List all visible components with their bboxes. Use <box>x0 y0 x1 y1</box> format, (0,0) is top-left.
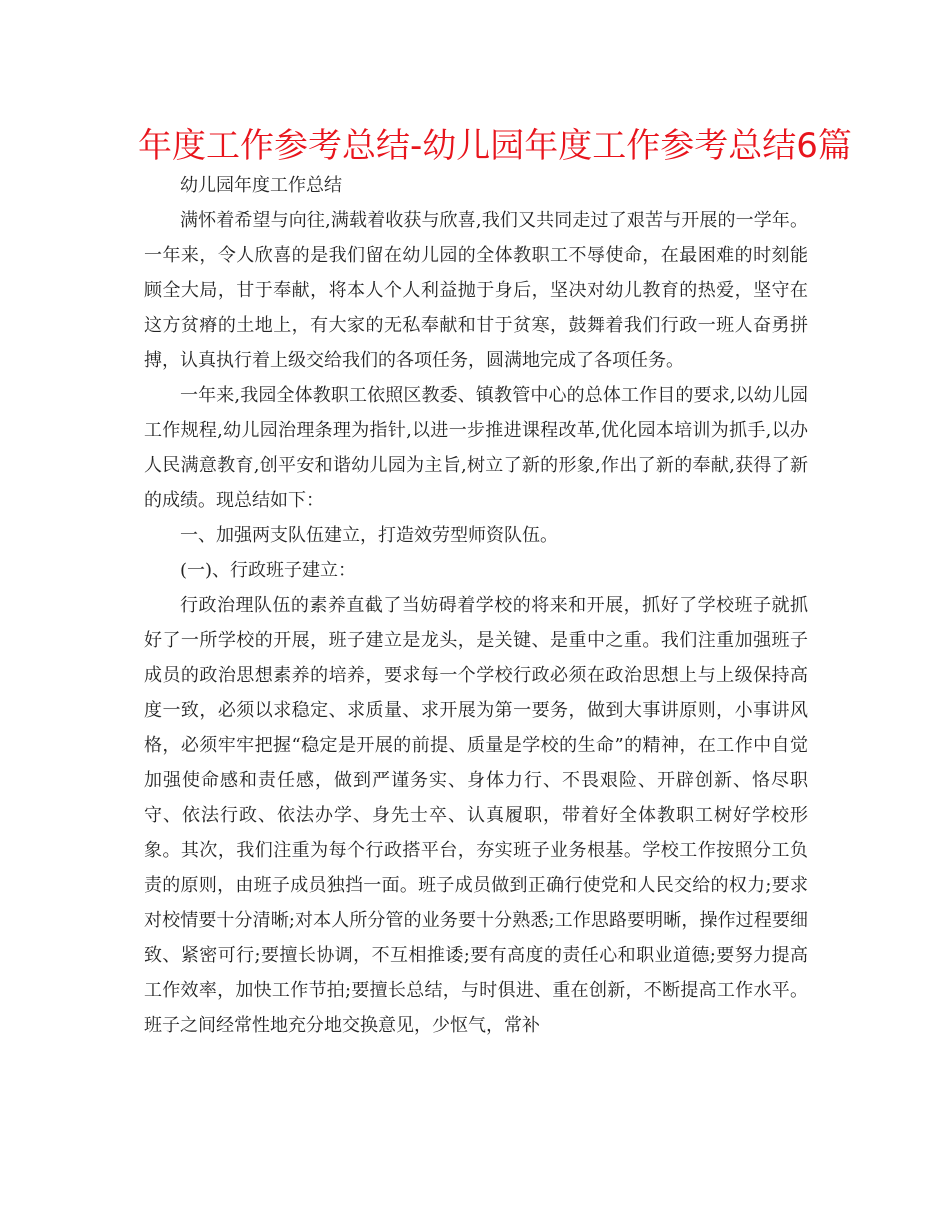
section-heading: 幼儿园年度工作总结 <box>180 175 342 196</box>
paragraph: 满怀着希望与向往,满载着收获与欣喜,我们又共同走过了艰苦与开展的一学年。一年来，令人欣喜的是我们留在幼儿园的全体教职工不辱使命，在最困难的时刻能顾全大局，甘于奉献，将本人个人利益抛于身后，坚决对幼儿教育的热爱，坚守在这方贫瘠的土地上，有大家的无私奉献和甘于贫寒，鼓舞着我们行政一班人奋勇拼搏，认真执行着上级交给我们的各项任务，圆满地完成了各项任务。 <box>144 210 808 371</box>
document-title: 年度工作参考总结-幼儿园年度工作参考总结6篇 <box>138 126 852 166</box>
paragraph: 一、加强两支队伍建立，打造效劳型师资队伍。 <box>180 525 558 546</box>
paragraph: (一)、行政班子建立： <box>180 560 357 581</box>
paragraph: 一年来,我园全体教职工依照区教委、镇教管中心的总体工作目的要求,以幼儿园工作规程,幼儿园治理条理为指针,以进一步推进课程改革,优化园本培训为抓手,以办人民满意教育,创平安和谐幼儿园为主旨,树立了新的形象,作出了新的奉献,获得了新的成绩。现总结如下： <box>144 385 808 511</box>
paragraph: 行政治理队伍的素养直截了当妨碍着学校的将来和开展，抓好了学校班子就抓好了一所学校的开展，班子建立是龙头，是关键、是重中之重。我们注重加强班子成员的政治思想素养的培养，要求每一个学校行政必须在政治思想上与上级保持高度一致，必须以求稳定、求质量、求开展为第一要务，做到大事讲原则，小事讲风格，必须牢牢把握“稳定是开展的前提、质量是学校的生命”的精神，在工作中自觉加强使命感和责任感，做到严谨务实、身体力行、不畏艰险、开辟创新、恪尽职守、依法行政、依法办学、身先士卒、认真履职，带着好全体教职工树好学校形象。其次，我们注重为每个行政搭平台，夯实班子业务根基。学校工作按照分工负责的原则，由班子成员独挡一面。班子成员做到正确行使党和人民交给的权力;要求对校情要十分清晰;对本人所分管的业务要十分熟悉;工作思路要明晰，操作过程要细致、紧密可行;要擅长协调，不互相推诿;要有高度的责任心和职业道德;要努力提高工作效率，加快工作节拍;要擅长总结，与时俱进、重在创新，不断提高工作水平。班子之间经常性地充分地交换意见，少怄气，常补 <box>144 595 808 1036</box>
document-body <box>144 168 808 1043</box>
